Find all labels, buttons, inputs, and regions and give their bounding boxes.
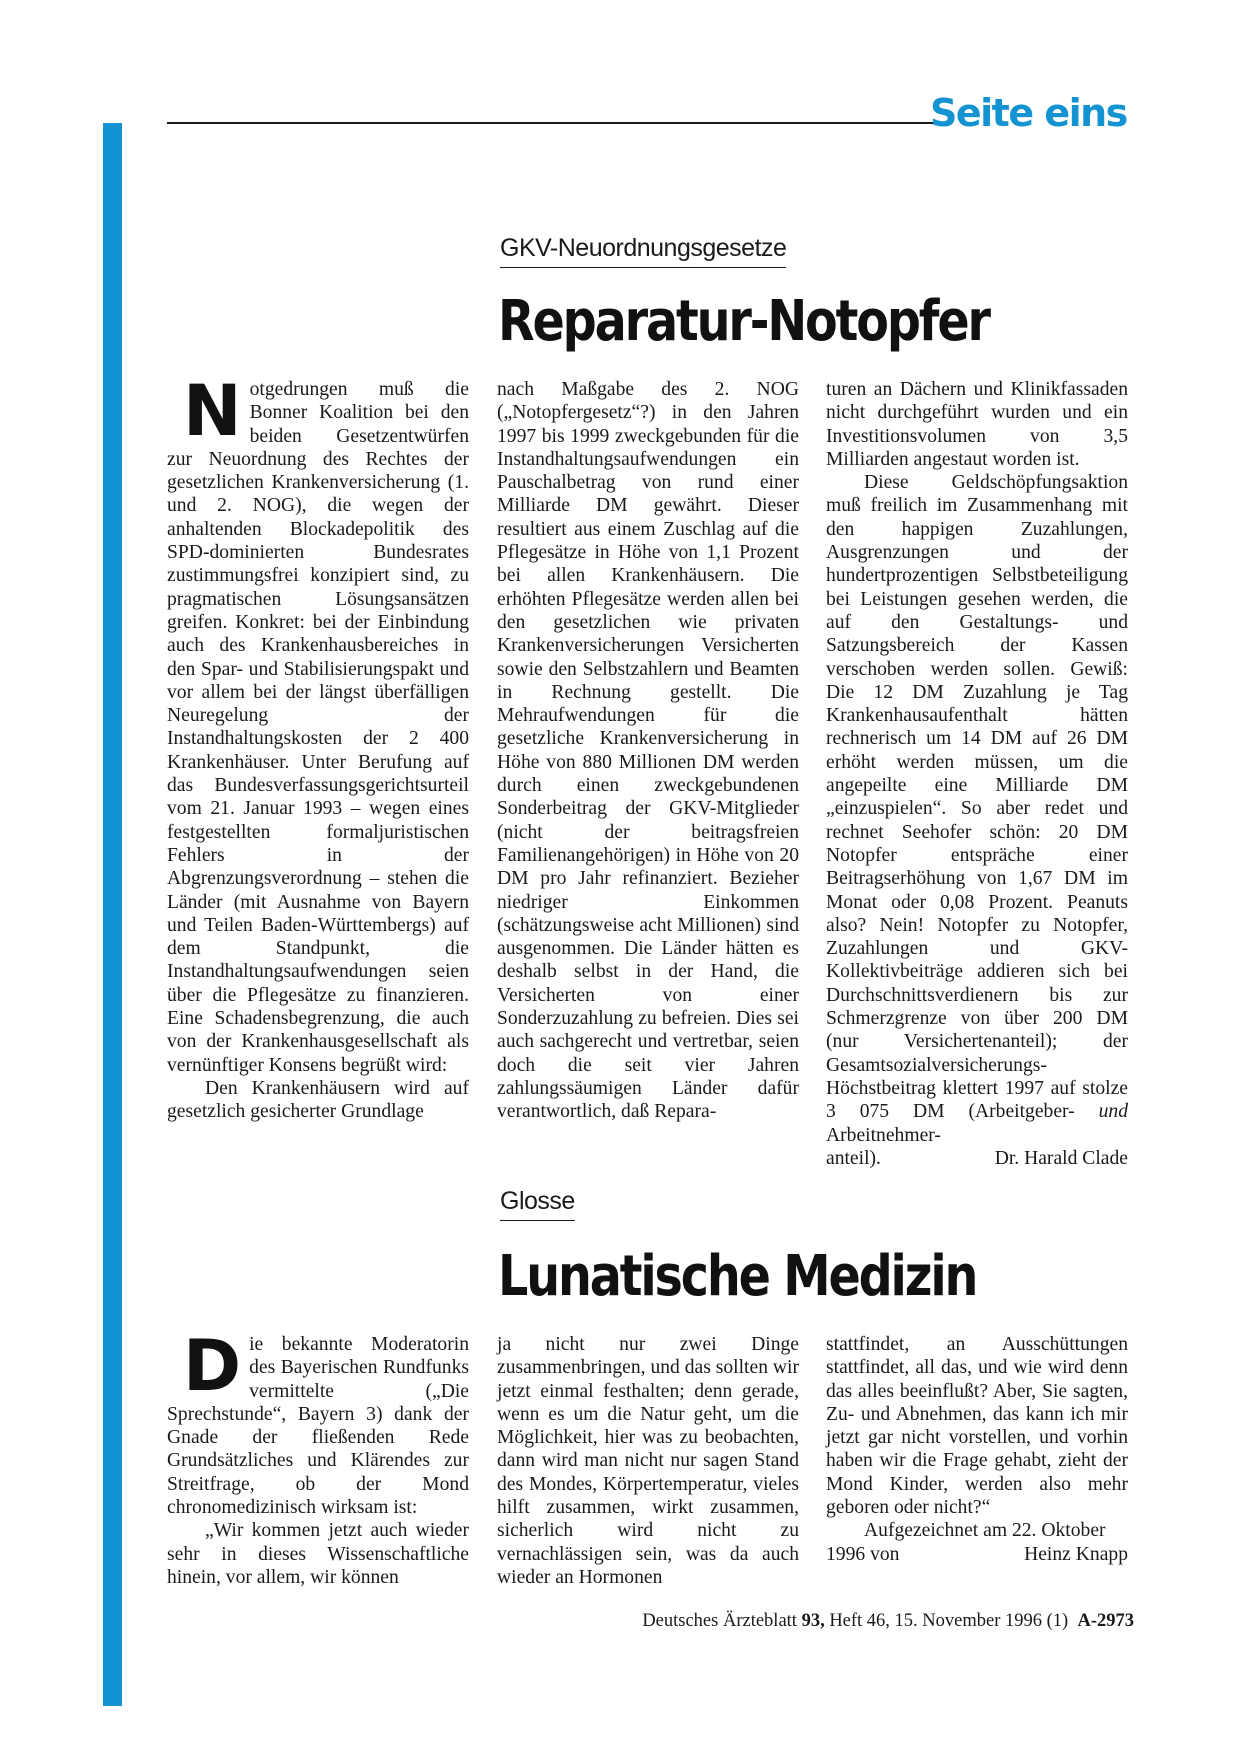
- article1-column-2: [497, 378, 799, 1124]
- article1-headline: Reparatur-Notopfer: [498, 289, 989, 354]
- footer-page-number: A-2973: [1077, 1611, 1134, 1631]
- article1-column-3: [826, 378, 1128, 1170]
- article1-col3-text-end: Arbeitnehmer-: [826, 1124, 941, 1146]
- article1-col3-paragraph-1: turen an Dächern und Klinikfassaden nicht durchgeführt wurden und ein Investitionsvolumen von 3,5 Milliarden angestaut worden ist.: [826, 379, 1128, 470]
- article1-signature-line: [826, 1147, 1128, 1170]
- article1-col1-paragraph-1: otgedrungen muß die Bonner Koalition bei den beiden Gesetzentwürfen zur Neuordnung des Rechtes der gesetzlichen Krankenversicherung (1. und 2. NOG), die wegen der anhaltenden Blockadepolitik des SPD-dominierten Bundesrates zustimmungsfrei konzipiert sind, zu pragmatischen Lösungsansätzen greifen. Konkret: bei der Einbindung auch des Krankenhausbereiches in den Spar- und Stabilisierungspakt und vor allem bei der längst überfälligen Neuregelung der Instandhaltungskosten der 2 400 Krankenhäuser. Unter Berufung auf das Bundesverfassungsgerichtsurteil vom 21. Januar 1993 – wegen eines festgestellten formaljuristischen Fehlers in der Abgrenzungsverordnung – stehen die Länder (mit Ausnahme von Bayern und Teilen Baden-Württembergs) auf dem Standpunkt, die Instandhaltungsaufwendungen seien über die Pflegesätze zu finanzieren. Eine Schadensbegrenzung, die auch von der Krankenhausgesellschaft als vernünftiger Konsens begrüßt wird:: [167, 379, 469, 1076]
- article2-col1-paragraph-2: „Wir kommen jetzt auch wieder sehr in dieses Wissenschaftliche hinein, vor allem, wir können: [167, 1520, 469, 1588]
- article1-col3-emphasis: und: [1098, 1101, 1128, 1123]
- article2-column-1: [167, 1325, 469, 1589]
- article1-col3-paragraph-2: [826, 471, 1128, 1147]
- article2-col1-paragraph-1: ie bekannte Moderatorin des Bayerischen Rundfunks vermittelte („Die Sprechstunde“, Bayern 3) dank der Gnade der fließenden Rede Grundsätzliches und Klärendes zur Streitfrage, ob der Mond chronomedizinisch wirksam ist:: [167, 1334, 469, 1519]
- article1-col3-text: Diese Geldschöpfungsaktion muß freilich im Zusammenhang mit den happigen Zuzahlungen, Ausgrenzungen und der hundertprozentigen Selbstbeteiligung bei Leistungen gesehen werden, die auf den Gestaltungs- und Satzungsbereich der Kassen verschoben werden sollen. Gewiß: Die 12 DM Zuzahlung je Tag Krankenhausaufenthalt hätten rechnerisch um 14 DM auf 26 DM erhöht werden müssen, um die angepeilte eine Milliarde DM „einzuspielen“. So aber redet und rechnet Seehofer schön: 20 DM Notopfer entspräche einer Beitragserhöhung von 1,67 DM im Monat oder 0,08 Prozent. Peanuts also? Nein! Notopfer zu Notopfer, Zuzahlungen und GKV-Kollektivbeiträge addieren sich bei Durchschnittsverdienern bis zur Schmerzgrenze von über 200 DM (nur Versichertenanteil); der Gesamtsozialversicherungs-Höchstbeitrag klettert 1997 auf stolze 3 075 DM (Arbeitgeber-: [826, 472, 1128, 1123]
- article1-col3-closing: anteil).: [826, 1147, 881, 1169]
- section-title: Seite eins: [930, 91, 1127, 135]
- article2-col2-paragraph: ja nicht nur zwei Dinge zusammenbringen, und das sollten wir jetzt einmal festhalten; denn gerade, wenn es um die Natur geht, um die Möglichkeit, hier was zu beobachten, dann wird man nicht nur sagen Stand des Mondes, Körpertemperatur, vieles hilft zusammen, wirkt zusammen, sicherlich wird nicht zu vernachlässigen sein, was da auch wieder an Hormonen: [497, 1334, 800, 1588]
- article1-column-1: [167, 370, 469, 1124]
- article2-column-3: [826, 1333, 1128, 1566]
- article2-author: Heinz Knapp: [1024, 1543, 1128, 1565]
- article2-col3-paragraph-2: Aufgezeichnet am 22. Oktober 1996 von: [826, 1520, 1106, 1565]
- footer-issue: Heft 46, 15. November 1996 (1): [829, 1611, 1069, 1631]
- article2-col3-paragraph-1: stattfindet, an Ausschüttungen stattfindet, all das, und wie wird denn das alles beeinflußt? Aber, Sie sagten, Zu- und Abnehmen, das kann ich mir jetzt gar nicht vorstellen, und vorhin haben wir die Frage gehabt, zieht der Mond Kinder, werden also mehr geboren oder nicht?“: [826, 1334, 1128, 1519]
- article1-author: Dr. Harald Clade: [994, 1147, 1128, 1169]
- page-footer: [642, 1612, 1134, 1631]
- article1-col1-paragraph-2: Den Krankenhäusern wird auf gesetzlich gesicherter Grundlage: [167, 1077, 469, 1123]
- header-rule: [167, 122, 937, 124]
- article2-dropcap: D: [183, 1325, 242, 1407]
- article2-column-2: [497, 1333, 799, 1589]
- article1-col2-paragraph: nach Maßgabe des 2. NOG („Notopfergesetz“?) in den Jahren 1997 bis 1999 zweckgebunden für die Instandhaltungsaufwendungen ein Pauschalbetrag von rund einer Milliarde DM gewährt. Dieser resultiert aus einem Zuschlag auf die Pflegesätze in Höhe von 1,1 Prozent bei allen Krankenhäusern. Die erhöhten Pflegesätze werden allen bei den gesetzlichen wie privaten Krankenversicherungen Versicherten sowie den Selbstzahlern und Beamten in Rechnung gestellt. Die Mehraufwendungen für die gesetzliche Krankenversicherung in Höhe von 880 Millionen DM werden durch einen zweckgebundenen Sonderbeitrag der GKV-Mitglieder (nicht der beitragsfreien Familienangehörigen) in Höhe von 20 DM pro Jahr refinanziert. Bezieher niedriger Einkommen (schätzungsweise acht Millionen) sind ausgenommen. Die Länder hätten es deshalb selbst in der Hand, die Versicherten von einer Sonderzuzahlung zu befreien. Dies sei auch sachgerecht und vertretbar, seien doch die seit vier Jahren zahlungssäumigen Länder dafür verantwortlich, daß Repara-: [497, 379, 799, 1123]
- article2-kicker: Glosse: [500, 1189, 575, 1221]
- accent-bar: [103, 123, 122, 1706]
- footer-journal: Deutsches Ärzteblatt: [642, 1611, 797, 1631]
- footer-volume: 93,: [801, 1611, 825, 1631]
- article1-kicker: GKV-Neuordnungsgesetze: [500, 236, 786, 268]
- article2-headline: Lunatische Medizin: [498, 1244, 977, 1309]
- article1-dropcap: N: [183, 370, 242, 452]
